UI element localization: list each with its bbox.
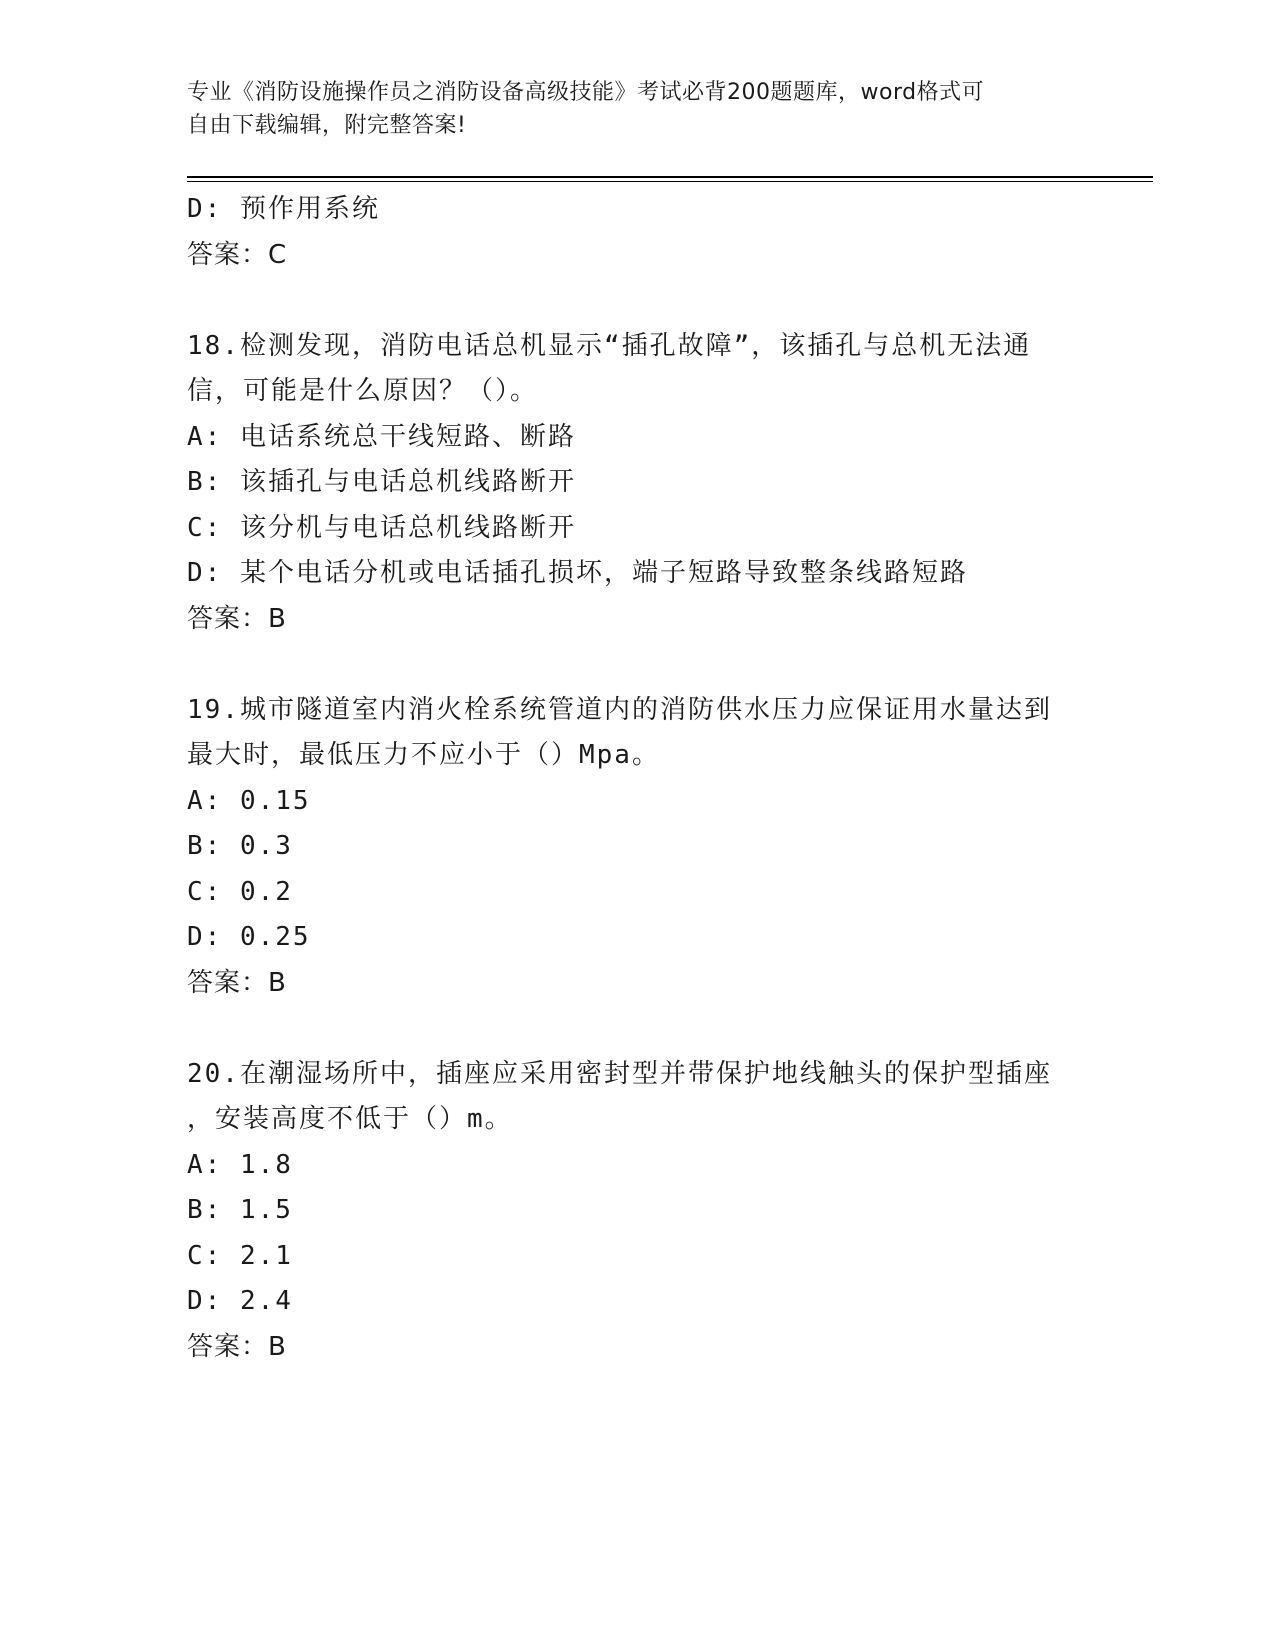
question-stem: 最大时，最低压力不应小于（）Mpa。: [187, 740, 660, 770]
question-list: [187, 187, 1087, 1370]
option-c: C: 0.2: [187, 876, 293, 907]
spacer: [187, 642, 1087, 688]
option-d: D: 0.25: [187, 922, 311, 952]
answer-line: 答案：B: [187, 1331, 287, 1362]
question-stem: 信，可能是什么原因？（）。: [187, 376, 539, 406]
previous-question-tail: [187, 187, 1087, 278]
header-rule-thick: [187, 176, 1153, 178]
question-18: [187, 324, 1087, 643]
option-d: D: 预作用系统: [187, 194, 380, 224]
header-line-1: 专业《消防设施操作员之消防设备高级技能》考试必背200题题库，word格式可: [187, 80, 985, 105]
header-rule-thin: [187, 181, 1153, 182]
option-c: C: 2.1: [187, 1240, 293, 1271]
spacer: [187, 278, 1087, 324]
option-d: D: 2.4: [187, 1286, 293, 1316]
option-a: A: 电话系统总干线短路、断路: [187, 421, 576, 452]
header-line-2: 自由下载编辑，附完整答案!: [187, 113, 467, 138]
question-stem: ，安装高度不低于（）m。: [187, 1104, 513, 1134]
answer-line: 答案：C: [187, 239, 288, 270]
option-a: A: 1.8: [187, 1149, 293, 1180]
question-stem: 19.城市隧道室内消火栓系统管道内的消防供水压力应保证用水量达到: [187, 694, 1052, 725]
option-c: C: 该分机与电话总机线路断开: [187, 512, 576, 543]
answer-line: 答案：B: [187, 603, 287, 634]
spacer: [187, 1006, 1087, 1052]
question-stem: 20.在潮湿场所中，插座应采用密封型并带保护地线触头的保护型插座: [187, 1058, 1052, 1089]
option-b: B: 1.5: [187, 1195, 293, 1225]
question-stem: 18.检测发现，消防电话总机显示“插孔故障”，该插孔与总机无法通: [187, 330, 1032, 361]
document-header: [187, 76, 1087, 142]
answer-line: 答案：B: [187, 967, 287, 998]
question-20: [187, 1052, 1087, 1371]
question-19: [187, 688, 1087, 1007]
option-a: A: 0.15: [187, 785, 311, 816]
option-b: B: 该插孔与电话总机线路断开: [187, 467, 576, 497]
option-b: B: 0.3: [187, 831, 293, 861]
option-d: D: 某个电话分机或电话插孔损坏，端子短路导致整条线路短路: [187, 558, 968, 588]
